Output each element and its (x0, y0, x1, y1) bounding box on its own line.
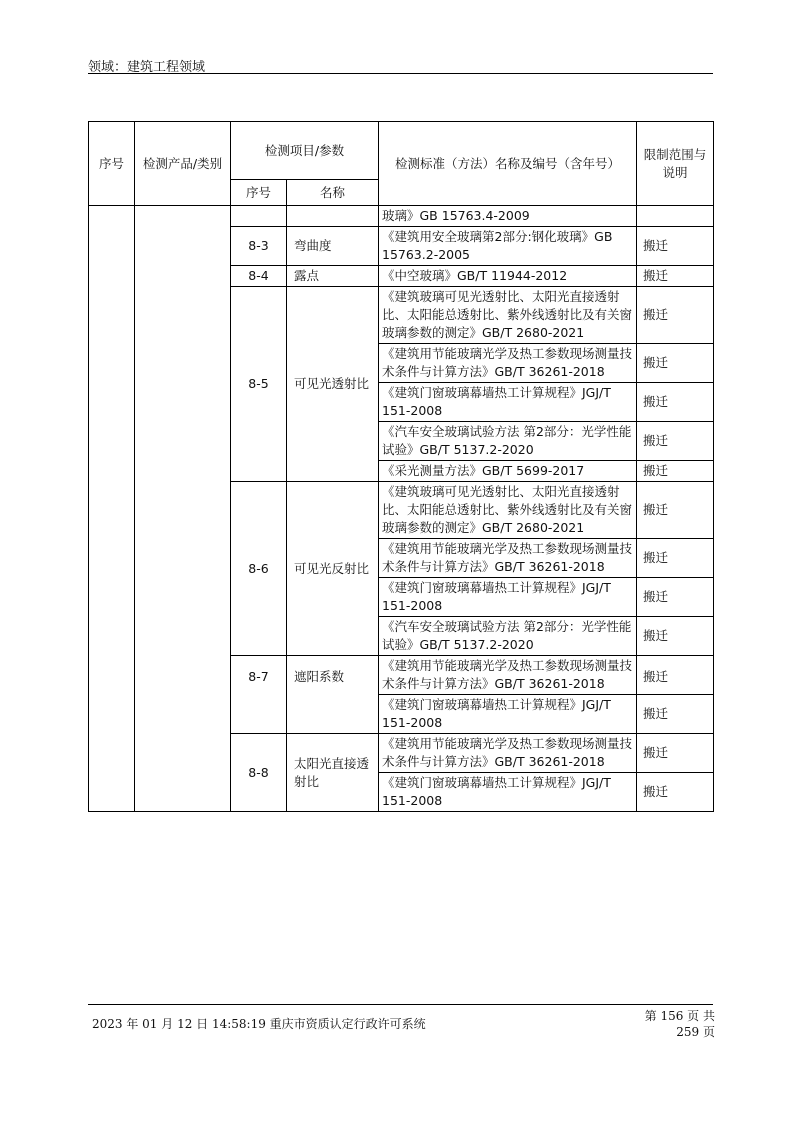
header-item-name: 名称 (287, 180, 379, 206)
cell-standard: 《建筑玻璃可见光透射比、太阳光直接透射比、太阳能总透射比、紫外线透射比及有关窗玻璃参数的测定》GB/T 2680-2021 (379, 482, 637, 539)
header-limit: 限制范围与说明 (637, 122, 714, 206)
cell-limit: 搬迁 (637, 344, 714, 383)
cell-standard: 《采光测量方法》GB/T 5699-2017 (379, 461, 637, 482)
cell-limit: 搬迁 (637, 695, 714, 734)
cell-standard: 《汽车安全玻璃试验方法 第2部分：光学性能试验》GB/T 5137.2-2020 (379, 422, 637, 461)
cell-limit (637, 206, 714, 227)
cell-limit: 搬迁 (637, 578, 714, 617)
cell-item-name-empty (287, 206, 379, 227)
cell-standard: 《建筑用节能玻璃光学及热工参数现场测量技术条件与计算方法》GB/T 36261-2018 (379, 539, 637, 578)
cell-item-name: 弯曲度 (287, 227, 379, 266)
cell-limit: 搬迁 (637, 773, 714, 812)
header-standard: 检测标准（方法）名称及编号（含年号） (379, 122, 637, 206)
cell-limit: 搬迁 (637, 461, 714, 482)
cell-limit: 搬迁 (637, 539, 714, 578)
footer-rule (88, 1004, 713, 1005)
cell-seq-empty (89, 206, 135, 812)
cell-limit: 搬迁 (637, 734, 714, 773)
cell-item-seq: 8-4 (231, 266, 287, 287)
cell-limit: 搬迁 (637, 656, 714, 695)
cell-item-name: 遮阳系数 (287, 656, 379, 734)
cell-item-seq: 8-3 (231, 227, 287, 266)
capability-table (88, 121, 714, 812)
footer-page-number: 第 156 页 共 259 页 (644, 1009, 715, 1039)
cell-item-name: 可见光反射比 (287, 482, 379, 656)
footer-timestamp: 2023 年 01 月 12 日 14:58:19 重庆市资质认定行政许可系统 (92, 1017, 426, 1031)
cell-limit: 搬迁 (637, 227, 714, 266)
cell-standard: 《建筑门窗玻璃幕墙热工计算规程》JGJ/T 151-2008 (379, 383, 637, 422)
cell-standard: 玻璃》GB 15763.4-2009 (379, 206, 637, 227)
cell-standard: 《建筑用节能玻璃光学及热工参数现场测量技术条件与计算方法》GB/T 36261-2018 (379, 734, 637, 773)
header-seq: 序号 (89, 122, 135, 206)
cell-standard: 《建筑门窗玻璃幕墙热工计算规程》JGJ/T 151-2008 (379, 578, 637, 617)
cell-standard: 《建筑玻璃可见光透射比、太阳光直接透射比、太阳能总透射比、紫外线透射比及有关窗玻璃参数的测定》GB/T 2680-2021 (379, 287, 637, 344)
cell-limit: 搬迁 (637, 266, 714, 287)
cell-item-seq: 8-5 (231, 287, 287, 482)
cell-item-name: 可见光透射比 (287, 287, 379, 482)
cell-standard: 《建筑门窗玻璃幕墙热工计算规程》JGJ/T 151-2008 (379, 695, 637, 734)
cell-item-seq: 8-7 (231, 656, 287, 734)
header-item-seq: 序号 (231, 180, 287, 206)
cell-limit: 搬迁 (637, 383, 714, 422)
cell-limit: 搬迁 (637, 617, 714, 656)
header-rule (88, 73, 713, 74)
header-category: 检测产品/类别 (135, 122, 231, 206)
cell-item-seq: 8-6 (231, 482, 287, 656)
cell-standard: 《建筑用安全玻璃第2部分:钢化玻璃》GB 15763.2-2005 (379, 227, 637, 266)
document-field-header: 领域：建筑工程领域 (88, 60, 206, 75)
cell-item-seq-empty (231, 206, 287, 227)
cell-limit: 搬迁 (637, 422, 714, 461)
cell-limit: 搬迁 (637, 482, 714, 539)
cell-limit: 搬迁 (637, 287, 714, 344)
cell-standard: 《中空玻璃》GB/T 11944-2012 (379, 266, 637, 287)
cell-standard: 《建筑门窗玻璃幕墙热工计算规程》JGJ/T 151-2008 (379, 773, 637, 812)
cell-item-name: 露点 (287, 266, 379, 287)
cell-standard: 《建筑用节能玻璃光学及热工参数现场测量技术条件与计算方法》GB/T 36261-2018 (379, 344, 637, 383)
cell-standard: 《汽车安全玻璃试验方法 第2部分：光学性能试验》GB/T 5137.2-2020 (379, 617, 637, 656)
cell-item-name: 太阳光直接透射比 (287, 734, 379, 812)
header-item-group: 检测项目/参数 (231, 122, 379, 180)
cell-item-seq: 8-8 (231, 734, 287, 812)
cell-standard: 《建筑用节能玻璃光学及热工参数现场测量技术条件与计算方法》GB/T 36261-2018 (379, 656, 637, 695)
cell-category-empty (135, 206, 231, 812)
